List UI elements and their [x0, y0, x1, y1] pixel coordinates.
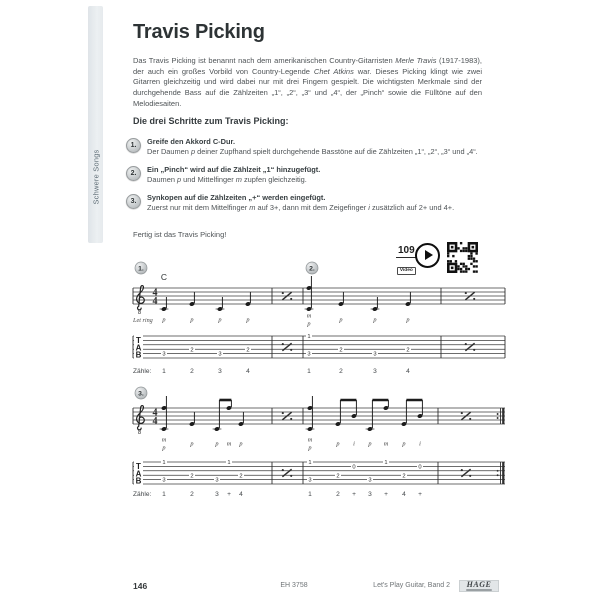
svg-text:4: 4 — [406, 368, 410, 375]
svg-text:1.: 1. — [138, 265, 144, 273]
svg-text:B: B — [135, 476, 142, 486]
svg-text:2: 2 — [190, 491, 194, 498]
svg-text:3: 3 — [215, 491, 219, 498]
svg-text:p: p — [162, 316, 166, 324]
svg-text:p: p — [246, 316, 250, 324]
staff-lines — [133, 408, 505, 424]
page-number: 146 — [133, 581, 148, 591]
tab-fret-numbers — [161, 333, 411, 358]
svg-text:2: 2 — [190, 347, 194, 354]
svg-text:A: A — [135, 469, 142, 479]
svg-text:4: 4 — [152, 407, 158, 419]
svg-text:3: 3 — [218, 368, 222, 375]
section-number-badge — [306, 262, 318, 274]
svg-text:3: 3 — [373, 351, 377, 358]
svg-text:3: 3 — [368, 477, 372, 484]
book-title: Let's Play Guitar, Band 2 — [373, 582, 450, 589]
svg-text:p: p — [368, 440, 372, 448]
tablature-lines — [133, 462, 505, 484]
time-signature — [153, 408, 158, 427]
edition-number: EH 3758 — [280, 582, 308, 589]
svg-text:4: 4 — [402, 491, 406, 498]
video-number: 109 — [398, 245, 415, 256]
svg-text:2: 2 — [239, 473, 243, 480]
page-footer — [0, 579, 600, 595]
svg-text:i: i — [419, 440, 421, 448]
svg-text:1: 1 — [162, 460, 166, 467]
step-item — [126, 137, 488, 157]
chapter-tab — [88, 6, 103, 243]
music-system-1 — [126, 258, 512, 382]
svg-text:i: i — [353, 440, 355, 448]
step-item — [126, 165, 488, 185]
step-number-badge: 1. — [126, 138, 141, 153]
svg-text:p: p — [339, 316, 343, 324]
svg-text:2: 2 — [406, 347, 410, 354]
svg-text:3: 3 — [162, 351, 166, 358]
ready-text: Fertig ist das Travis Picking! — [133, 230, 227, 239]
svg-text:2: 2 — [190, 368, 194, 375]
svg-text:p: p — [406, 316, 410, 324]
video-label: Video — [397, 267, 416, 275]
svg-text:m: m — [226, 440, 232, 448]
svg-text:3: 3 — [373, 368, 377, 375]
svg-text:+: + — [227, 491, 231, 498]
svg-text:3: 3 — [162, 477, 166, 484]
svg-text:1: 1 — [308, 491, 312, 498]
svg-text:T: T — [136, 336, 141, 345]
svg-text:3: 3 — [368, 491, 372, 498]
count-row — [133, 491, 422, 498]
barlines — [133, 408, 503, 484]
publisher-logo-subline — [466, 589, 492, 591]
svg-text:3: 3 — [215, 477, 219, 484]
svg-text:3: 3 — [308, 477, 312, 484]
svg-text:4: 4 — [152, 287, 158, 299]
svg-text:+: + — [384, 491, 388, 498]
treble-clef-icon — [137, 286, 145, 316]
svg-text:2: 2 — [402, 473, 406, 480]
steps-list — [126, 137, 488, 221]
svg-text:Zähle:: Zähle: — [133, 368, 152, 375]
svg-text:2: 2 — [339, 368, 343, 375]
svg-text:T: T — [136, 462, 141, 471]
step-number-badge: 2. — [126, 166, 141, 181]
step-title: Synkopen auf die Zählzeiten „+“ werden eingefügt. — [147, 193, 326, 202]
svg-text:2: 2 — [339, 347, 343, 354]
svg-text:B: B — [135, 350, 142, 360]
notes — [160, 396, 423, 432]
step-item — [126, 193, 488, 213]
step-title: Ein „Pinch“ wird auf die Zählzeit „1“ hinzugefügt. — [147, 165, 321, 174]
svg-text:3.: 3. — [138, 390, 144, 398]
svg-text:4: 4 — [246, 368, 250, 375]
tab-clef-letters — [134, 461, 143, 486]
svg-text:2: 2 — [336, 491, 340, 498]
svg-text:1: 1 — [308, 460, 312, 467]
svg-text:1: 1 — [384, 460, 388, 467]
fingering-letters — [161, 437, 421, 452]
svg-text:2: 2 — [190, 473, 194, 480]
barlines — [133, 288, 505, 358]
publisher-name: HAGE — [466, 580, 492, 589]
svg-text:p: p — [190, 316, 194, 324]
step-description: Zuerst nur mit dem Mittelfinger m auf 3+, dann mit dem Zeigefinger i zusätzlich auf 2+ und 4+. — [147, 203, 455, 212]
svg-text:+: + — [352, 491, 356, 498]
svg-text:p: p — [308, 444, 312, 452]
svg-text:m: m — [161, 436, 167, 444]
svg-text:8: 8 — [137, 429, 142, 436]
svg-text:A: A — [135, 343, 142, 353]
svg-text:C: C — [160, 272, 168, 282]
svg-text:0: 0 — [418, 464, 422, 471]
step-number-badge: 3. — [126, 194, 141, 209]
svg-text:0: 0 — [352, 464, 356, 471]
svg-text:p: p — [239, 440, 243, 448]
time-signature — [153, 288, 158, 307]
tab-clef-letters — [134, 335, 143, 360]
svg-text:Let ring: Let ring — [133, 317, 153, 324]
svg-text:4: 4 — [152, 295, 158, 307]
svg-text:p: p — [218, 316, 222, 324]
svg-text:1: 1 — [162, 491, 166, 498]
svg-text:m: m — [383, 440, 389, 448]
step-description: Der Daumen p deiner Zupfhand spielt durchgehende Basstöne auf die Zählzeiten „1“, „2“, „3“ und „4“. — [147, 147, 478, 156]
svg-text:2: 2 — [246, 347, 250, 354]
svg-text:8: 8 — [137, 309, 142, 316]
tablature-lines — [133, 336, 505, 358]
music-system-2 — [126, 384, 512, 506]
notes — [160, 276, 411, 312]
staff-lines — [133, 288, 505, 304]
svg-text:m: m — [306, 312, 312, 320]
measure-repeat-signs — [282, 292, 476, 354]
svg-text:+: + — [418, 491, 422, 498]
svg-text:p: p — [402, 440, 406, 448]
svg-text:4: 4 — [152, 415, 158, 427]
treble-clef-icon — [137, 406, 145, 436]
svg-text:m: m — [307, 436, 313, 444]
count-row — [133, 368, 410, 375]
fingering-letters — [161, 313, 409, 328]
svg-text:4: 4 — [239, 491, 243, 498]
svg-text:p: p — [190, 440, 194, 448]
step-description: Daumen p und Mittelfinger m zupfen gleichzeitig. — [147, 175, 307, 184]
chapter-tab-label: Schwere Songs — [91, 149, 100, 205]
page-title: Travis Picking — [133, 21, 265, 43]
svg-text:1: 1 — [307, 368, 311, 375]
svg-text:1: 1 — [162, 368, 166, 375]
intro-paragraph: Das Travis Picking ist benannt nach dem amerikanischen Country-Gitarristen Merle Travis (1917-1983), der auch ein großes Vorbild von Country-Legende Chet Atkins war. Dieses Picking klingt wie zwei Gitarren gleichzeitig und wird dabei nur mit drei Fingern gespielt. Die wichtigsten Merkmale sind der durchgehende Bass auf die Zählzeiten „1“, „2“, „3“ und „4“, der „Pinch“ sowie die Fülltöne auf den Melodiesaiten. — [133, 56, 482, 108]
svg-text:1: 1 — [227, 460, 231, 467]
svg-text:2: 2 — [336, 473, 340, 480]
step-title: Greife den Akkord C-Dur. — [147, 137, 236, 146]
publisher-logo — [459, 580, 499, 592]
tab-fret-numbers — [161, 459, 423, 484]
svg-text:Zähle:: Zähle: — [133, 491, 152, 498]
svg-text:p: p — [373, 316, 377, 324]
steps-heading: Die drei Schritte zum Travis Picking: — [133, 116, 289, 126]
svg-text:2.: 2. — [309, 265, 315, 273]
svg-text:p: p — [307, 320, 311, 328]
svg-text:p: p — [215, 440, 219, 448]
svg-text:1: 1 — [307, 334, 311, 341]
svg-text:3: 3 — [307, 351, 311, 358]
section-number-badge — [135, 387, 147, 399]
section-number-badge — [135, 262, 147, 274]
svg-text:3: 3 — [218, 351, 222, 358]
svg-text:p: p — [336, 440, 340, 448]
svg-text:p: p — [162, 444, 166, 452]
